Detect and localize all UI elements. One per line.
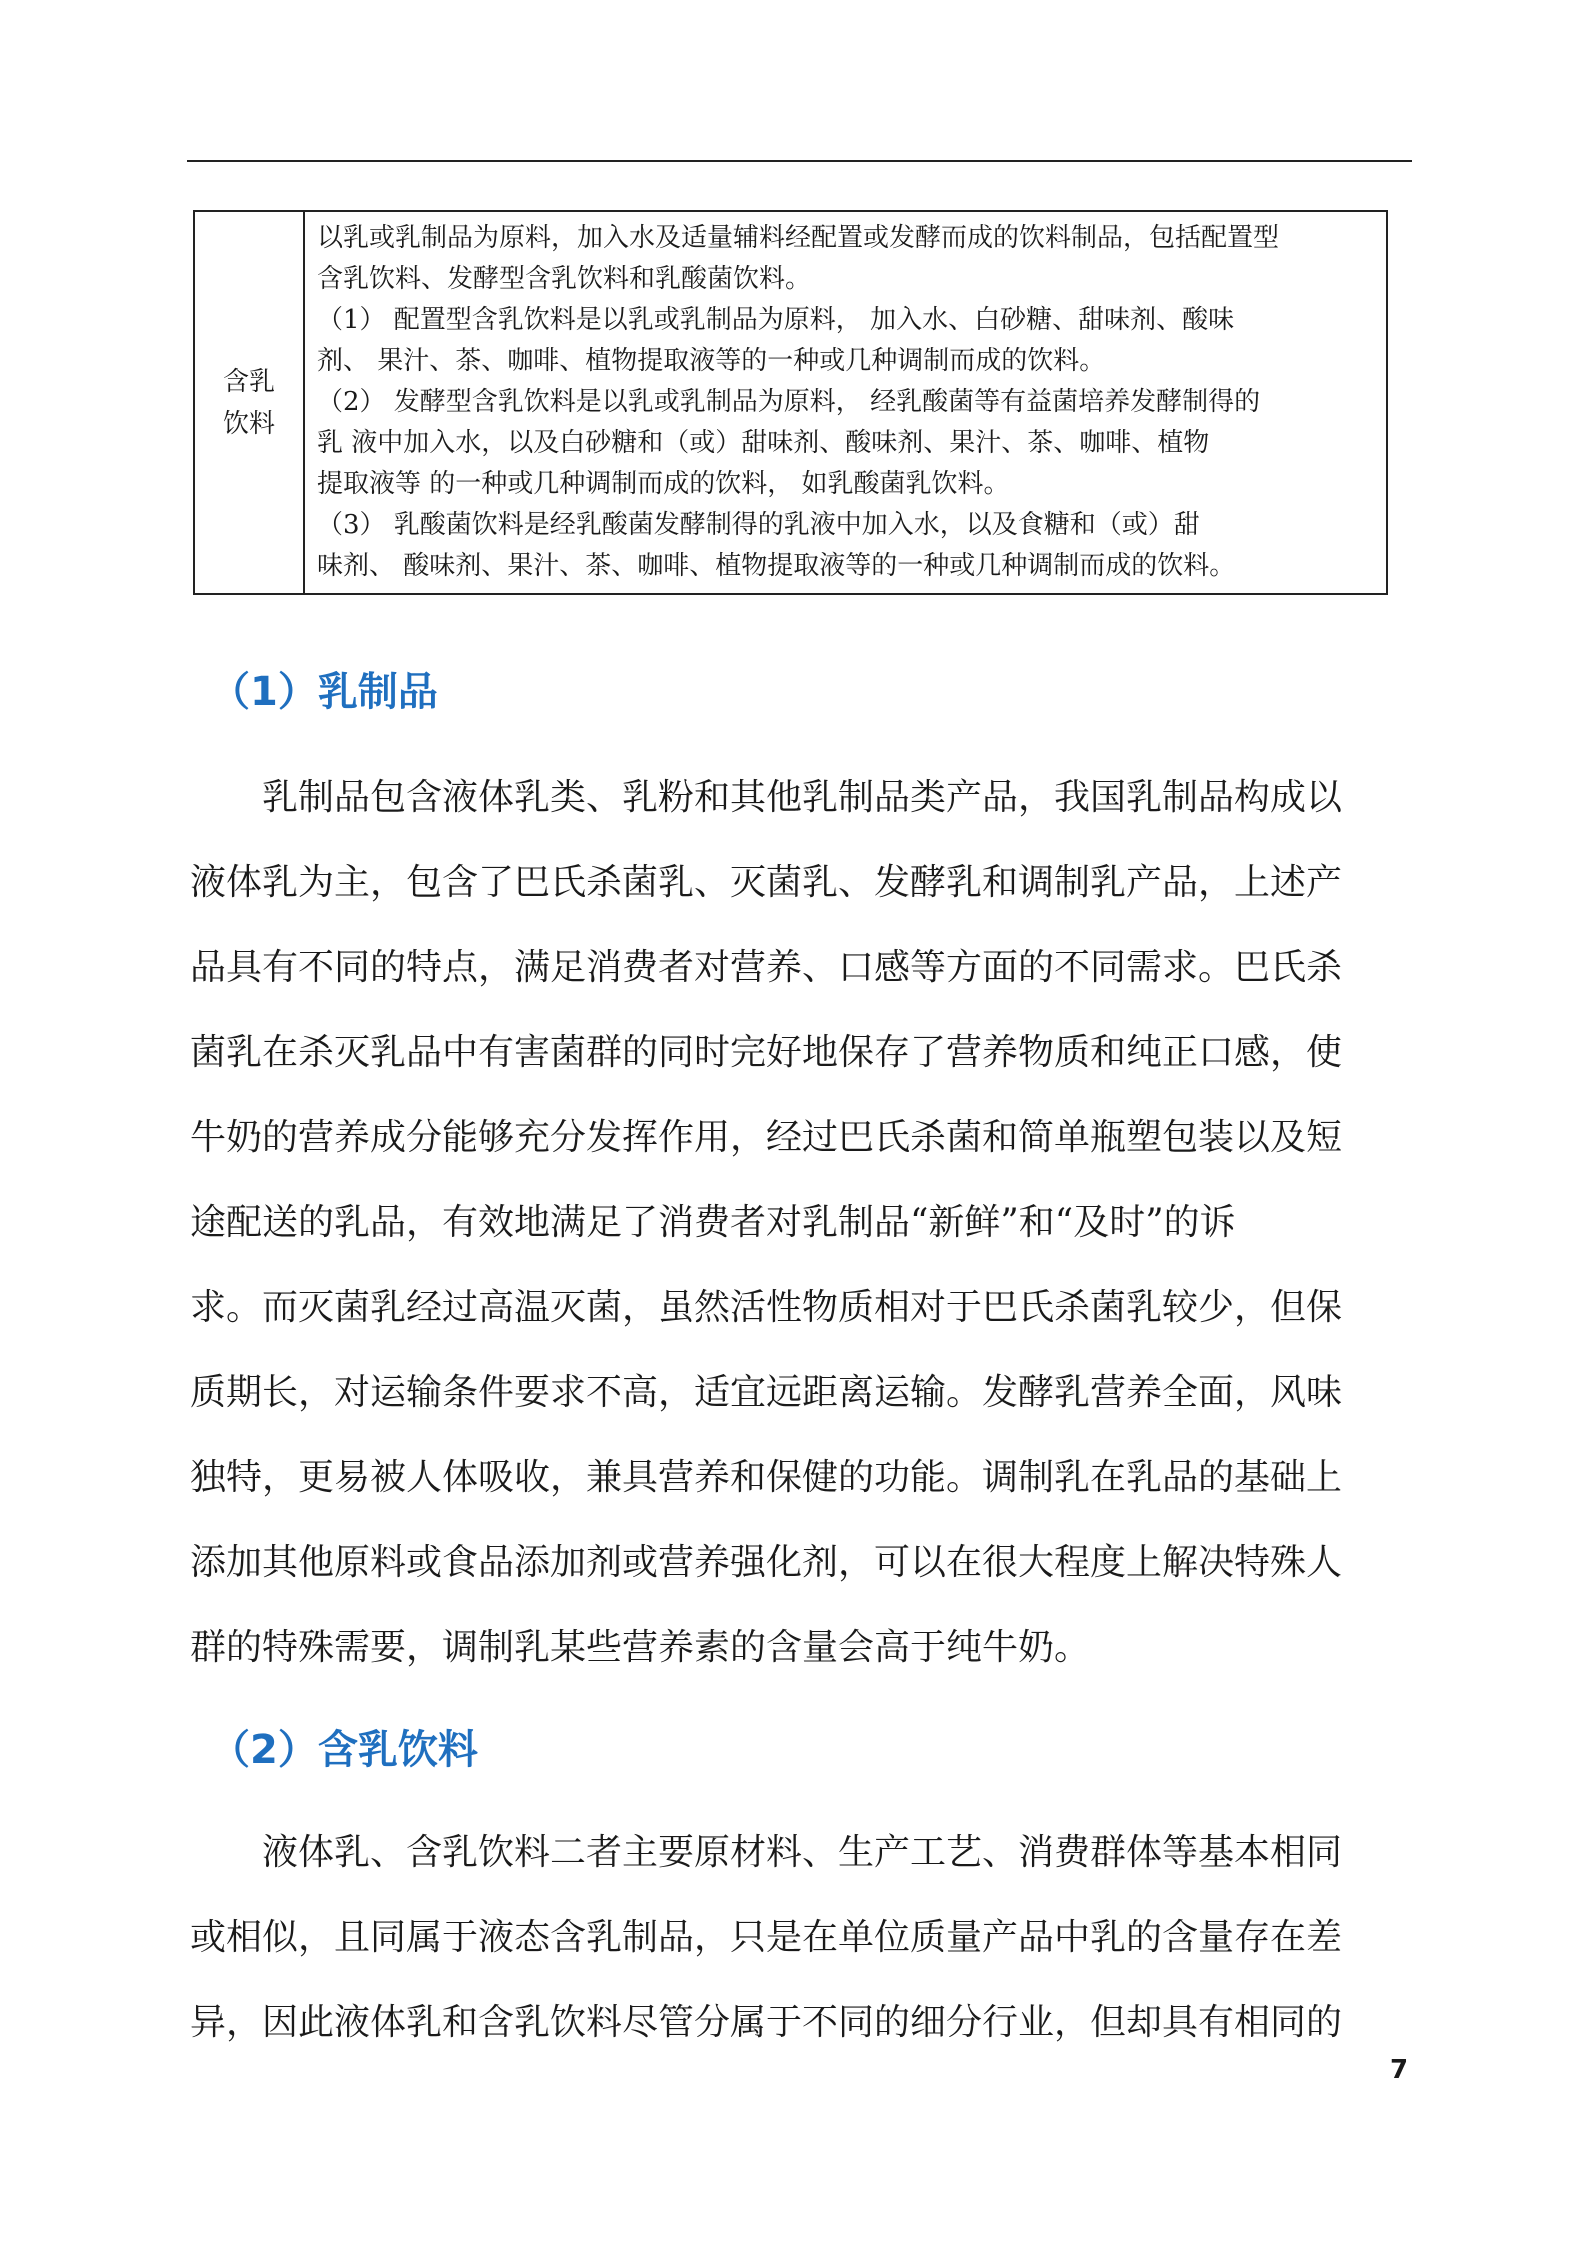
paragraph-line: 求。而灭菌乳经过高温灭菌，虽然活性物质相对于巴氏杀菌乳较少，但保 [190, 1287, 1343, 1328]
paragraph-line: 质期长，对运输条件要求不高，适宜远距离运输。发酵乳营养全面，风味 [190, 1372, 1343, 1413]
description-cell [304, 211, 1387, 594]
section-heading-milk-drinks: （2）含乳饮料 [210, 1727, 478, 1773]
paragraph-line: 品具有不同的特点，满足消费者对营养、口感等方面的不同需求。巴氏杀 [190, 947, 1343, 988]
header-rule [187, 160, 1412, 162]
paragraph-line: 添加其他原料或食品添加剂或营养强化剂，可以在很大程度上解决特殊人 [190, 1542, 1343, 1583]
description-line: 提取液等 的一种或几种调制而成的饮料， 如乳酸菌乳饮料。 [317, 469, 1010, 499]
description-line: 含乳饮料、发酵型含乳饮料和乳酸菌饮料。 [317, 264, 812, 294]
table-row [194, 211, 1387, 594]
description-line: （3） 乳酸菌饮料是经乳酸菌发酵制得的乳液中加入水，以及食糖和（或）甜 [317, 510, 1200, 540]
paragraph-line: 乳制品包含液体乳类、乳粉和其他乳制品类产品，我国乳制品构成以 [262, 777, 1343, 818]
term-cell [194, 211, 304, 594]
description-line: （1） 配置型含乳饮料是以乳或乳制品为原料， 加入水、白砂糖、甜味剂、酸味 [317, 305, 1235, 335]
term-line: 含乳 [222, 366, 275, 397]
description-line: 以乳或乳制品为原料，加入水及适量辅料经配置或发酵而成的饮料制品，包括配置型 [317, 223, 1280, 253]
paragraph-line: 牛奶的营养成分能够充分发挥作用，经过巴氏杀菌和简单瓶塑包装以及短 [190, 1117, 1343, 1158]
paragraph-line: 异，因此液体乳和含乳饮料尽管分属于不同的细分行业，但却具有相同的 [190, 2002, 1343, 2043]
paragraph-line: 群的特殊需要，调制乳某些营养素的含量会高于纯牛奶。 [190, 1627, 1091, 1668]
description-line: 剂、 果汁、茶、咖啡、植物提取液等的一种或几种调制而成的饮料。 [317, 346, 1106, 376]
description-line: （2） 发酵型含乳饮料是以乳或乳制品为原料， 经乳酸菌等有益菌培养发酵制得的 [317, 387, 1261, 417]
paragraph-line: 液体乳为主，包含了巴氏杀菌乳、灭菌乳、发酵乳和调制乳产品，上述产 [190, 862, 1343, 903]
definition-table [193, 210, 1388, 595]
page-number: 7 [1390, 2055, 1409, 2085]
paragraph-line: 独特，更易被人体吸收，兼具营养和保健的功能。调制乳在乳品的基础上 [190, 1457, 1343, 1498]
paragraph-line: 途配送的乳品，有效地满足了消费者对乳制品“新鲜”和“及时”的诉 [190, 1202, 1236, 1243]
paragraph-line: 菌乳在杀灭乳品中有害菌群的同时完好地保存了营养物质和纯正口感，使 [190, 1032, 1343, 1073]
paragraph-dairy-products [190, 755, 1405, 1690]
description-line: 乳 液中加入水，以及白砂糖和（或）甜味剂、酸味剂、果汁、茶、咖啡、植物 [317, 428, 1210, 458]
paragraph-line: 或相似，且同属于液态含乳制品，只是在单位质量产品中乳的含量存在差 [190, 1917, 1343, 1958]
paragraph-milk-drinks [190, 1810, 1405, 2065]
section-heading-dairy-products: （1）乳制品 [210, 669, 438, 715]
term-line: 饮料 [222, 408, 275, 439]
description-line: 味剂、 酸味剂、果汁、茶、咖啡、植物提取液等的一种或几种调制而成的饮料。 [317, 551, 1236, 581]
paragraph-line: 液体乳、含乳饮料二者主要原材料、生产工艺、消费群体等基本相同 [262, 1832, 1343, 1873]
